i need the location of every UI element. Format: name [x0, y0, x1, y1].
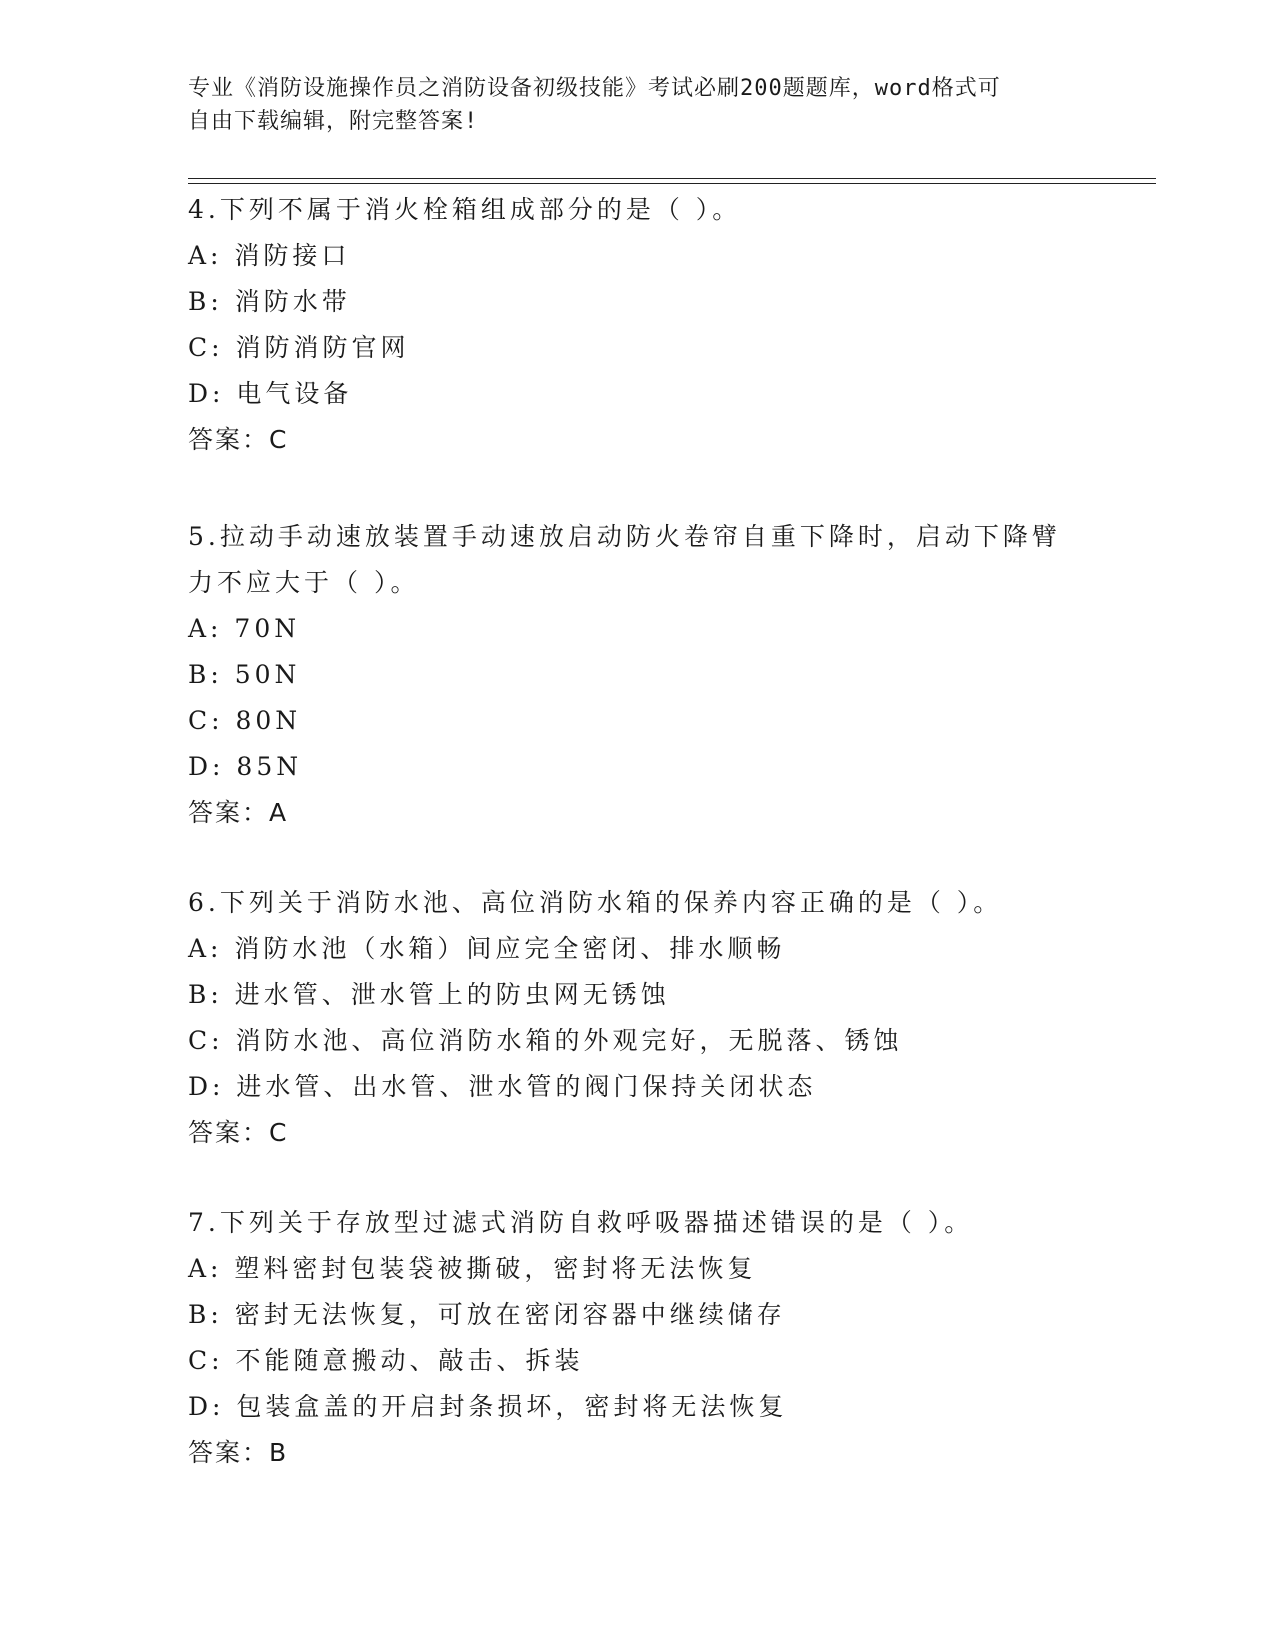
question-stem: 6.下列关于消防水池、高位消防水箱的保养内容正确的是（ ）。 — [188, 888, 1003, 917]
option-c: C: 消防水池、高位消防水箱的外观完好，无脱落、锈蚀 — [188, 1026, 903, 1055]
header-line-2: 自由下载编辑，附完整答案! — [188, 109, 479, 134]
option-d: D: 进水管、出水管、泄水管的阀门保持关闭状态 — [188, 1072, 817, 1101]
option-a: A: 消防水池（水箱）间应完全密闭、排水顺畅 — [188, 934, 786, 963]
document-header — [188, 72, 1088, 138]
header-divider-bottom — [188, 183, 1156, 184]
question-stem: 4.下列不属于消火栓箱组成部分的是（ ）。 — [188, 195, 742, 224]
question-stem-line-1: 5.拉动手动速放装置手动速放启动防火卷帘自重下降时，启动下降臂 — [188, 522, 1061, 551]
question-stem: 7.下列关于存放型过滤式消防自救呼吸器描述错误的是（ ）。 — [188, 1208, 974, 1237]
question-block-6 — [188, 880, 1088, 1156]
question-block-5 — [188, 514, 1088, 836]
answer-label: 答案：C — [188, 1118, 289, 1147]
question-stem-line-2: 力不应大于（ ）。 — [188, 568, 420, 597]
option-c: C: 80N — [188, 706, 302, 735]
option-b: B: 50N — [188, 660, 301, 689]
answer-label: 答案：A — [188, 798, 289, 827]
option-c: C: 不能随意搬动、敲击、拆装 — [188, 1346, 584, 1375]
option-d: D: 85N — [188, 752, 303, 781]
question-block-7 — [188, 1200, 1088, 1476]
option-a: A: 70N — [188, 614, 301, 643]
option-b: B: 消防水带 — [188, 287, 351, 316]
option-a: A: 消防接口 — [188, 241, 351, 270]
answer-label: 答案：C — [188, 425, 289, 454]
option-b: B: 密封无法恢复，可放在密闭容器中继续储存 — [188, 1300, 786, 1329]
option-a: A: 塑料密封包装袋被撕破，密封将无法恢复 — [188, 1254, 757, 1283]
option-c: C: 消防消防官网 — [188, 333, 410, 362]
option-b: B: 进水管、泄水管上的防虫网无锈蚀 — [188, 980, 670, 1009]
answer-label: 答案：B — [188, 1438, 289, 1467]
option-d: D: 包装盒盖的开启封条损坏，密封将无法恢复 — [188, 1392, 788, 1421]
option-d: D: 电气设备 — [188, 379, 353, 408]
header-line-1: 专业《消防设施操作员之消防设备初级技能》考试必刷200题题库，word格式可 — [188, 76, 1001, 101]
question-block-4 — [188, 187, 1088, 463]
header-divider-top — [188, 178, 1156, 179]
